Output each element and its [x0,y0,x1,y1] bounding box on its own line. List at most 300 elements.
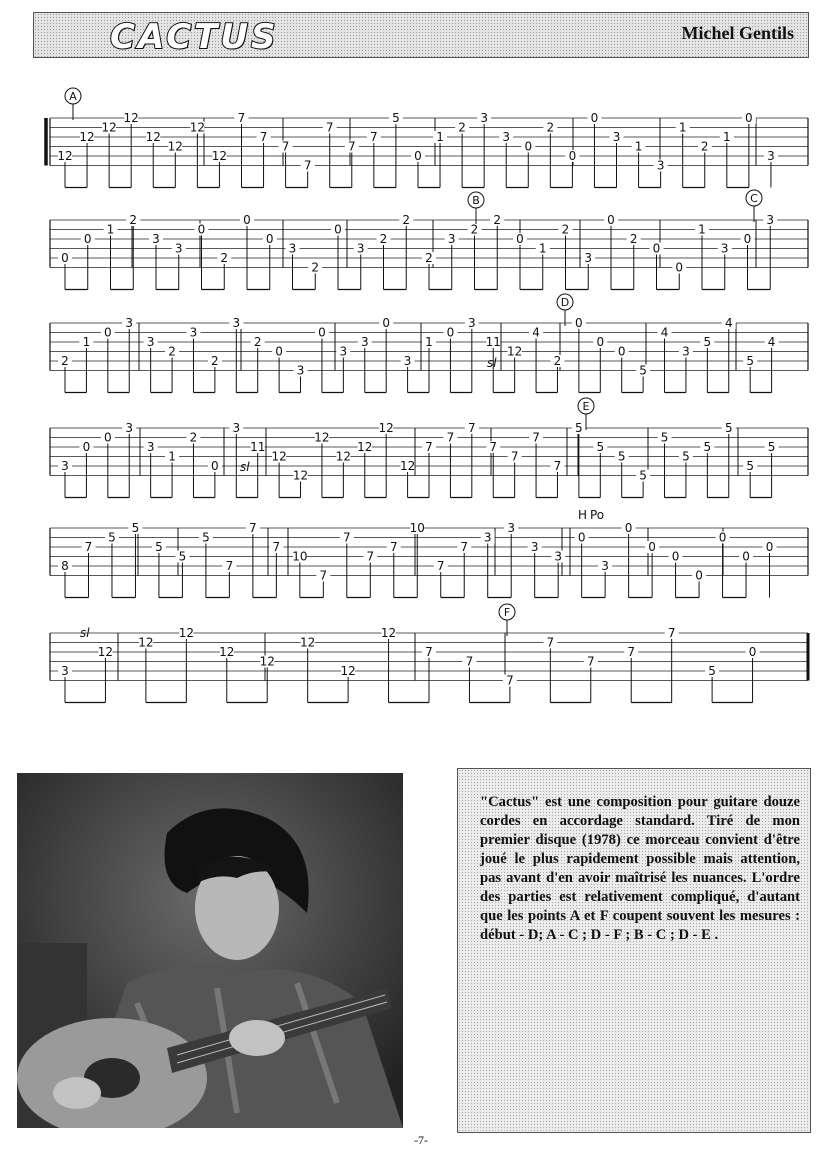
tab-note [746,645,760,703]
tab-note [58,664,72,703]
tab-note [559,223,573,290]
svg-text:0: 0 [568,149,577,163]
svg-text:5: 5 [575,421,583,435]
svg-text:2: 2 [61,354,69,368]
svg-text:1: 1 [678,120,687,135]
svg-text:7: 7 [370,130,378,144]
svg-text:12: 12 [97,645,114,659]
svg-text:11: 11 [250,440,266,454]
tab-note [718,242,732,290]
tab-note [658,326,672,393]
svg-text:3: 3 [447,232,456,246]
tab-note [529,431,543,498]
tab-note [679,450,693,498]
svg-text:4: 4 [660,325,669,340]
svg-text:3: 3 [125,316,134,330]
svg-text:0: 0 [648,540,656,554]
svg-text:2: 2 [311,260,320,275]
svg-text:0: 0 [671,549,680,564]
tab-note [292,550,307,598]
svg-text:5: 5 [703,335,712,349]
svg-text:12: 12 [123,111,139,125]
tab-note [57,149,72,188]
svg-text:2: 2 [561,222,570,237]
svg-text:5: 5 [108,530,116,545]
tab-note [587,111,601,188]
svg-text:0: 0 [577,530,586,545]
tab-note [124,111,139,188]
svg-text:0: 0 [607,213,615,227]
svg-text:2: 2 [379,232,388,246]
svg-text:11: 11 [485,335,501,349]
svg-text:3: 3 [288,241,297,256]
svg-text:7: 7 [586,654,595,669]
tab-system [50,316,808,393]
tab-note [739,550,753,598]
svg-text:0: 0 [414,149,422,163]
tab-note [743,354,757,393]
tab-note [149,232,163,290]
svg-text:7: 7 [510,449,519,464]
pull-off-label: Po [590,508,605,522]
tab-note [165,450,179,498]
svg-text:5: 5 [724,421,733,435]
svg-text:12: 12 [219,645,235,659]
tab-note [293,469,308,498]
tab-note [168,140,183,188]
svg-text:2: 2 [629,232,638,246]
svg-text:0: 0 [275,344,283,359]
svg-text:0: 0 [83,232,92,246]
svg-text:3: 3 [507,521,516,535]
tab-note [144,335,158,393]
svg-text:12: 12 [507,344,523,359]
svg-text:7: 7 [465,654,474,669]
tab-note [465,421,479,498]
tab-note [101,121,116,188]
tab-note [764,149,778,188]
svg-text:7: 7 [667,626,676,640]
svg-text:3: 3 [480,111,488,125]
tab-note [572,316,586,393]
svg-text:12: 12 [259,654,275,669]
tab-note [105,531,119,598]
svg-text:0: 0 [82,440,91,454]
tab-note [58,354,72,393]
svg-text:7: 7 [468,421,476,435]
svg-text:1: 1 [698,222,706,237]
svg-text:3: 3 [232,316,241,330]
tab-note [165,345,179,393]
svg-text:7: 7 [366,549,375,564]
tab-note [692,569,706,598]
svg-text:7: 7 [259,130,268,144]
svg-text:2: 2 [458,120,466,135]
svg-text:0: 0 [718,530,727,545]
svg-text:0: 0 [265,232,274,246]
svg-text:0: 0 [695,568,703,583]
tab-note [354,242,368,290]
tab-note [486,440,500,498]
tab-note [598,559,612,598]
svg-text:3: 3 [125,421,134,435]
svg-text:7: 7 [225,559,234,573]
tab-note [636,364,650,393]
slide-label: sl [487,356,497,370]
svg-text:5: 5 [131,521,140,535]
svg-text:3: 3 [189,325,198,340]
description-box [457,768,811,1133]
tab-note [672,261,686,290]
tab-note [358,335,372,393]
svg-text:C: C [750,192,758,205]
svg-text:3: 3 [403,354,412,368]
svg-text:5: 5 [767,440,776,454]
svg-text:12: 12 [292,468,309,483]
svg-text:7: 7 [319,568,328,583]
svg-text:0: 0 [765,540,774,554]
tab-note [462,655,476,703]
svg-text:5: 5 [746,354,754,368]
svg-text:10: 10 [292,549,308,564]
svg-text:3: 3 [656,158,665,173]
tab-note [581,251,595,290]
tab-note [536,242,550,290]
tab-note [445,232,459,290]
tab-note [763,213,777,290]
section-marker-f [499,604,515,636]
tab-note [152,540,166,598]
tab-note [58,251,72,290]
tab-note [627,232,641,290]
svg-text:3: 3 [61,459,69,473]
tab-note [263,232,277,290]
svg-text:4: 4 [767,335,776,349]
svg-text:12: 12 [145,130,161,144]
tab-note [722,316,736,393]
svg-text:5: 5 [682,449,690,464]
tab-note [271,450,286,498]
svg-text:B: B [472,194,480,207]
svg-text:12: 12 [335,449,351,464]
tab-note [743,459,757,498]
svg-text:7: 7 [460,540,469,554]
tab-note [543,636,557,703]
tab-note [345,140,359,188]
tab-note [765,335,779,393]
svg-text:7: 7 [237,111,246,125]
tab-note [101,326,115,393]
tab-note [98,645,113,703]
svg-text:2: 2 [553,354,562,368]
tab-note [199,531,213,598]
tab-note [389,111,403,188]
tab-note [234,111,248,188]
tab-note [543,121,557,188]
svg-text:0: 0 [624,521,633,535]
tab-note [179,626,194,703]
tab-note [331,223,345,290]
tab-note [434,559,448,598]
tab-note [257,130,271,188]
svg-text:7: 7 [546,635,555,650]
svg-text:5: 5 [178,549,187,564]
tab-note [507,345,522,393]
tab-note [410,521,425,598]
svg-text:3: 3 [530,540,539,554]
svg-text:1: 1 [634,139,643,154]
svg-text:7: 7 [506,673,514,688]
svg-text:7: 7 [303,158,312,173]
svg-text:5: 5 [596,440,605,454]
svg-text:3: 3 [554,549,562,564]
svg-text:7: 7 [489,440,498,454]
tab-note [503,674,517,703]
svg-text:0: 0 [243,213,251,227]
tab-note [565,149,579,188]
svg-text:0: 0 [675,260,684,275]
svg-text:0: 0 [446,325,455,340]
svg-text:3: 3 [483,530,492,545]
svg-text:5: 5 [202,530,210,545]
tab-note [172,242,186,290]
tab-system [46,111,808,188]
page-number: -7- [414,1133,428,1147]
svg-text:1: 1 [538,241,547,256]
tab-note [314,431,329,498]
tab-note [363,550,377,598]
svg-text:0: 0 [590,111,599,125]
svg-text:1: 1 [436,130,444,144]
song-title: CACTUS [110,17,279,57]
svg-text:3: 3 [339,344,348,359]
tablature [0,70,831,720]
svg-text:2: 2 [211,354,219,368]
tab-note [260,655,275,703]
svg-text:5: 5 [660,430,669,445]
tab-note [669,550,683,598]
tab-note [742,111,756,188]
tab-note [208,459,222,498]
tab-note [251,335,265,393]
tab-note [357,440,372,498]
tab-note [340,664,355,703]
svg-text:0: 0 [197,222,206,237]
tab-note [79,335,93,393]
tab-note [79,130,94,188]
tab-note [508,450,522,498]
svg-text:3: 3 [146,335,155,349]
tab-note [575,531,589,598]
tab-note [286,242,300,290]
tab-note [122,316,136,393]
svg-text:8: 8 [61,559,69,573]
svg-text:0: 0 [382,316,390,330]
svg-text:2: 2 [189,430,198,445]
svg-text:0: 0 [104,430,112,445]
svg-text:12: 12 [167,139,183,154]
tab-note [300,636,315,703]
svg-text:3: 3 [174,241,183,256]
description-text: "Cactus" est une composition pour guitare douze cordes en accordage standard. Tiré de mon premier disque (1978) ce morceau convient d'être joué le plus rapidement possible mais attention, pas avant d'en avoir maîtrisé les nuances. L'ordre des parties est relativement compliqué, d'autant que les points A et F coupent souvent les mesures : début - D; A - C ; D - F ; B - C ; D - E . [480,794,800,943]
svg-text:7: 7 [446,430,455,445]
section-marker-a [65,88,81,120]
svg-text:E: E [582,400,590,413]
svg-text:0: 0 [61,251,69,265]
tab-note [208,354,222,393]
svg-text:7: 7 [342,530,351,545]
svg-text:3: 3 [502,130,511,144]
tab-note [81,232,95,290]
svg-text:2: 2 [402,213,411,227]
svg-text:0: 0 [617,344,626,359]
tab-note [377,232,391,290]
tab-note [720,130,734,188]
svg-text:5: 5 [639,468,647,483]
section-marker-d [557,294,573,326]
tab-note [465,316,479,393]
tab-note [422,335,436,393]
tab-note [615,450,629,498]
tab-note [698,140,712,188]
tab-note [679,345,693,393]
tab-note [186,326,200,393]
svg-text:5: 5 [617,449,626,464]
tab-note [654,159,668,188]
tab-note [615,345,629,393]
svg-text:7: 7 [425,645,433,659]
svg-text:0: 0 [524,139,533,154]
svg-text:2: 2 [470,222,479,237]
tab-note [144,440,158,498]
svg-text:F: F [503,606,511,619]
svg-text:0: 0 [652,241,661,256]
title-bar [33,12,809,58]
tab-note [529,326,543,393]
svg-text:12: 12 [378,421,394,435]
tab-note [763,540,777,598]
svg-text:12: 12 [211,149,228,163]
tab-note [81,540,95,598]
tab-note [624,645,638,703]
svg-text:3: 3 [360,335,369,349]
tab-note [399,213,413,290]
tab-system [50,521,808,598]
tab-note [700,440,714,498]
tab-note [632,140,646,188]
tab-note [765,440,779,498]
tab-note [604,213,618,290]
svg-text:0: 0 [748,645,757,659]
tab-note [551,550,565,598]
tab-note [250,440,265,498]
svg-text:1: 1 [425,335,433,349]
tab-note [279,140,293,188]
svg-text:0: 0 [743,232,752,246]
svg-text:0: 0 [745,111,753,125]
svg-text:7: 7 [436,559,445,573]
svg-text:3: 3 [584,251,593,265]
svg-text:12: 12 [271,449,287,464]
tab-note [294,364,308,393]
svg-text:12: 12 [340,664,356,678]
tab-note [308,261,322,290]
svg-text:5: 5 [746,459,754,473]
tab-note [316,569,330,598]
svg-text:12: 12 [357,440,373,454]
tab-note [146,130,161,188]
tab-note [610,130,624,188]
svg-text:7: 7 [281,139,290,154]
svg-text:3: 3 [232,421,241,435]
svg-text:2: 2 [129,213,138,227]
tab-system [50,626,808,703]
tab-note [550,354,564,393]
svg-text:3: 3 [767,149,775,163]
tab-note [645,540,659,598]
svg-text:7: 7 [347,139,356,154]
svg-text:7: 7 [84,540,93,554]
tab-note [468,223,482,290]
svg-text:5: 5 [155,540,163,554]
tab-note [58,459,72,498]
svg-text:3: 3 [296,363,305,378]
tab-note [528,540,542,598]
tab-note [401,354,415,393]
svg-text:12: 12 [189,120,206,135]
svg-text:4: 4 [532,325,540,340]
section-marker-c [746,190,762,222]
svg-text:7: 7 [389,540,398,554]
tab-note [422,251,436,290]
tab-note [138,636,153,703]
tab-note [722,421,736,498]
svg-text:7: 7 [425,440,433,454]
tab-note [741,232,755,290]
svg-text:5: 5 [639,363,647,378]
section-marker-b [468,192,484,224]
tab-note [79,440,93,498]
svg-text:12: 12 [399,459,416,473]
svg-text:12: 12 [314,430,330,445]
tab-note [104,223,118,290]
svg-text:3: 3 [682,344,690,359]
tab-note [676,121,690,188]
svg-text:5: 5 [703,440,712,454]
svg-text:12: 12 [79,130,95,144]
svg-text:2: 2 [220,251,229,265]
hammer-on-label: H [578,508,588,522]
tab-note [336,345,350,393]
tab-note [658,431,672,498]
tab-note [195,223,209,290]
tab-note [716,531,730,598]
svg-text:1: 1 [82,335,91,349]
tab-note [101,431,115,498]
svg-text:3: 3 [146,440,155,454]
svg-text:12: 12 [178,626,194,640]
tab-system [50,421,808,498]
tab-note [122,421,136,498]
svg-text:4: 4 [724,316,733,330]
tab-note [411,149,425,188]
svg-text:A: A [69,90,77,103]
svg-text:3: 3 [356,241,365,256]
composer-name: Michel Gentils [681,23,794,43]
tab-note [481,531,495,598]
tab-note [367,130,381,188]
tab-system [50,213,808,290]
